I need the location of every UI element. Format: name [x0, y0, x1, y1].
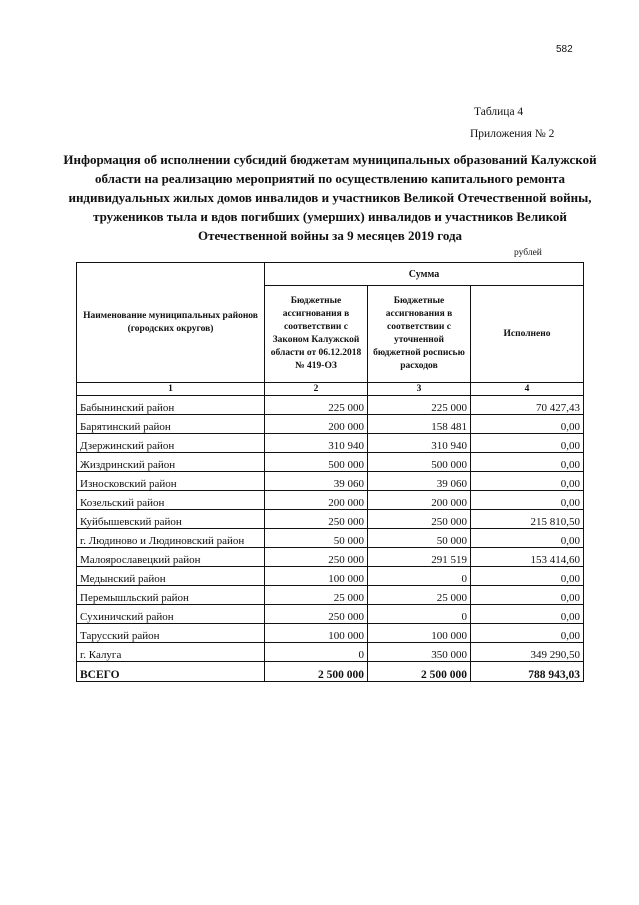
district-name: Тарусский район	[77, 624, 265, 643]
allocation-law: 500 000	[265, 453, 368, 472]
header-sum: Сумма	[265, 263, 584, 286]
table-row	[77, 396, 584, 415]
executed: 0,00	[471, 586, 584, 605]
table-row	[77, 415, 584, 434]
table-row	[77, 643, 584, 662]
district-name: Куйбышевский район	[77, 510, 265, 529]
executed: 70 427,43	[471, 396, 584, 415]
allocation-refined: 0	[368, 567, 471, 586]
table-row	[77, 491, 584, 510]
district-name: Малоярославецкий район	[77, 548, 265, 567]
units-label: рублей	[514, 248, 542, 258]
executed: 0,00	[471, 453, 584, 472]
district-name: Дзержинский район	[77, 434, 265, 453]
allocation-law: 100 000	[265, 624, 368, 643]
page-number: 582	[556, 44, 573, 55]
executed: 0,00	[471, 567, 584, 586]
district-name: Бабынинский район	[77, 396, 265, 415]
allocation-law: 200 000	[265, 415, 368, 434]
allocation-law: 0	[265, 643, 368, 662]
allocation-refined: 158 481	[368, 415, 471, 434]
executed: 215 810,50	[471, 510, 584, 529]
executed: 0,00	[471, 529, 584, 548]
allocation-law: 25 000	[265, 586, 368, 605]
allocation-law: 250 000	[265, 605, 368, 624]
executed: 0,00	[471, 415, 584, 434]
executed: 0,00	[471, 491, 584, 510]
table-row	[77, 510, 584, 529]
table-row	[77, 624, 584, 643]
column-number-row	[77, 383, 584, 396]
executed: 349 290,50	[471, 643, 584, 662]
allocation-refined: 0	[368, 605, 471, 624]
allocation-law: 225 000	[265, 396, 368, 415]
executed: 0,00	[471, 434, 584, 453]
allocation-refined: 250 000	[368, 510, 471, 529]
header-col4: Исполнено	[471, 286, 584, 383]
allocation-refined: 291 519	[368, 548, 471, 567]
total-col2: 2 500 000	[265, 662, 368, 682]
district-name: Сухиничский район	[77, 605, 265, 624]
allocation-refined: 350 000	[368, 643, 471, 662]
allocation-refined: 39 060	[368, 472, 471, 491]
allocation-refined: 50 000	[368, 529, 471, 548]
total-col4: 788 943,03	[471, 662, 584, 682]
col-number: 1	[77, 383, 265, 396]
document-title: Информация об исполнении субсидий бюджетам муниципальных образований Калужской области на реализацию мероприятий по осуществлению капитального ремонта индивидуальных жилых домов инвалидов и участников Великой Отечественной войны, тружеников тыла и вдов погибших (умерших) инвалидов и участников Великой Отечественной войны за 9 месяцев 2019 года	[63, 152, 597, 243]
district-name: Козельский район	[77, 491, 265, 510]
allocation-law: 250 000	[265, 510, 368, 529]
allocation-refined: 100 000	[368, 624, 471, 643]
district-name: Перемышльский район	[77, 586, 265, 605]
district-name: г. Калуга	[77, 643, 265, 662]
header-col3: Бюджетные ассигнования в соответствии с уточненной бюджетной росписью расходов	[368, 286, 471, 383]
district-name: Медынский район	[77, 567, 265, 586]
appendix-label: Приложения № 2	[470, 128, 555, 140]
table-row	[77, 529, 584, 548]
allocation-refined: 310 940	[368, 434, 471, 453]
allocation-law: 200 000	[265, 491, 368, 510]
district-name: Износковский район	[77, 472, 265, 491]
allocation-refined: 200 000	[368, 491, 471, 510]
header-col2: Бюджетные ассигнования в соответствии с Законом Калужской области от 06.12.2018 № 419-ОЗ	[265, 286, 368, 383]
total-col3: 2 500 000	[368, 662, 471, 682]
allocation-refined: 25 000	[368, 586, 471, 605]
allocation-law: 250 000	[265, 548, 368, 567]
executed: 0,00	[471, 624, 584, 643]
district-name: Жиздринский район	[77, 453, 265, 472]
table-row	[77, 605, 584, 624]
executed: 0,00	[471, 472, 584, 491]
table-row	[77, 548, 584, 567]
table-row	[77, 586, 584, 605]
district-name: г. Людиново и Людиновский район	[77, 529, 265, 548]
header-row-1	[77, 263, 584, 286]
col-number: 3	[368, 383, 471, 396]
subsidy-table	[76, 262, 584, 682]
table-label: Таблица 4	[474, 106, 524, 118]
col-number: 2	[265, 383, 368, 396]
table-row	[77, 434, 584, 453]
table-row	[77, 453, 584, 472]
allocation-law: 50 000	[265, 529, 368, 548]
header-name: Наименование муниципальных районов (городских округов)	[77, 263, 265, 383]
total-label: ВСЕГО	[77, 662, 265, 682]
executed: 0,00	[471, 605, 584, 624]
executed: 153 414,60	[471, 548, 584, 567]
allocation-law: 100 000	[265, 567, 368, 586]
district-name: Барятинский район	[77, 415, 265, 434]
allocation-refined: 500 000	[368, 453, 471, 472]
table-row	[77, 567, 584, 586]
table-row	[77, 472, 584, 491]
allocation-law: 39 060	[265, 472, 368, 491]
col-number: 4	[471, 383, 584, 396]
allocation-law: 310 940	[265, 434, 368, 453]
allocation-refined: 225 000	[368, 396, 471, 415]
total-row	[77, 662, 584, 682]
